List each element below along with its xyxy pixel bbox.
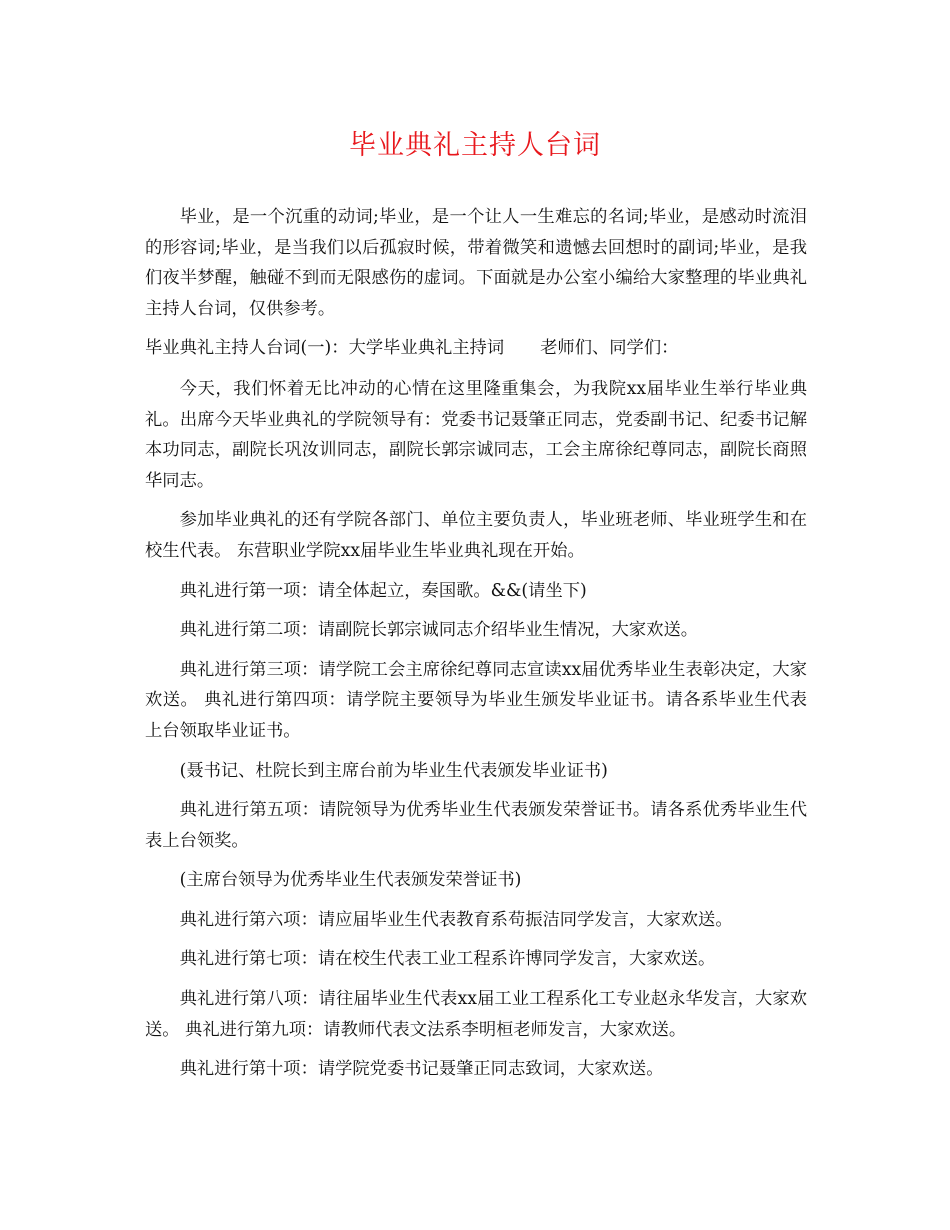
- paragraph: 今天，我们怀着无比冲动的心情在这里隆重集会，为我院xx届毕业生举行毕业典礼。出席今天毕业典礼的学院领导有：党委书记聂肇正同志，党委副书记、纪委书记解本功同志，副院长巩汝训同志，副院长郭宗诚同志，工会主席徐纪尊同志，副院长商照华同志。: [145, 378, 807, 491]
- document-body: [145, 202, 807, 1094]
- salutation: 老师们、同学们：: [540, 338, 679, 359]
- paragraph: 典礼进行第八项：请往届毕业生代表xx届工业工程系化工专业赵永华发言，大家欢送。 典礼进行第九项：请教师代表文法系李明桓老师发言，大家欢送。: [145, 989, 807, 1040]
- paragraph: 典礼进行第六项：请应届毕业生代表教育系苟振洁同学发言，大家欢送。: [179, 909, 733, 930]
- paragraph: (聂书记、杜院长到主席台前为毕业生代表颁发毕业证书): [179, 760, 608, 781]
- paragraph: 典礼进行第五项：请院领导为优秀毕业生代表颁发荣誉证书。请各系优秀毕业生代表上台领奖。: [145, 800, 807, 851]
- paragraph: 典礼进行第三项：请学院工会主席徐纪尊同志宣读xx届优秀毕业生表彰决定，大家欢送。 典礼进行第四项：请学院主要领导为毕业生颁发毕业证书。请各系毕业生代表上台领取毕业证书。: [145, 659, 807, 741]
- section-heading: 毕业典礼主持人台词(一)：大学毕业典礼主持词: [145, 338, 505, 359]
- document-title: 毕业典礼主持人台词: [349, 130, 601, 161]
- section-heading-line: [145, 333, 807, 364]
- paragraph: 典礼进行第七项：请在校生代表工业工程系许博同学发言，大家欢送。: [179, 949, 716, 970]
- paragraph: 参加毕业典礼的还有学院各部门、单位主要负责人，毕业班老师、毕业班学生和在校生代表。 东营职业学院xx届毕业生毕业典礼现在开始。: [145, 510, 807, 561]
- paragraph: 典礼进行第一项：请全体起立，奏国歌。&&(请坐下): [179, 580, 587, 601]
- paragraph: 典礼进行第二项：请副院长郭宗诚同志介绍毕业生情况，大家欢送。: [179, 620, 699, 641]
- paragraph: 典礼进行第十项：请学院党委书记聂肇正同志致词，大家欢送。: [179, 1059, 664, 1080]
- intro-paragraph: 毕业，是一个沉重的动词;毕业，是一个让人一生难忘的名词;毕业，是感动时流泪的形容词;毕业，是当我们以后孤寂时候，带着微笑和遗憾去回想时的副词;毕业，是我们夜半梦醒，触碰不到而无限感伤的虚词。下面就是办公室小编给大家整理的毕业典礼主持人台词，仅供参考。: [145, 207, 807, 319]
- paragraph: (主席台领导为优秀毕业生代表颁发荣誉证书): [179, 870, 522, 891]
